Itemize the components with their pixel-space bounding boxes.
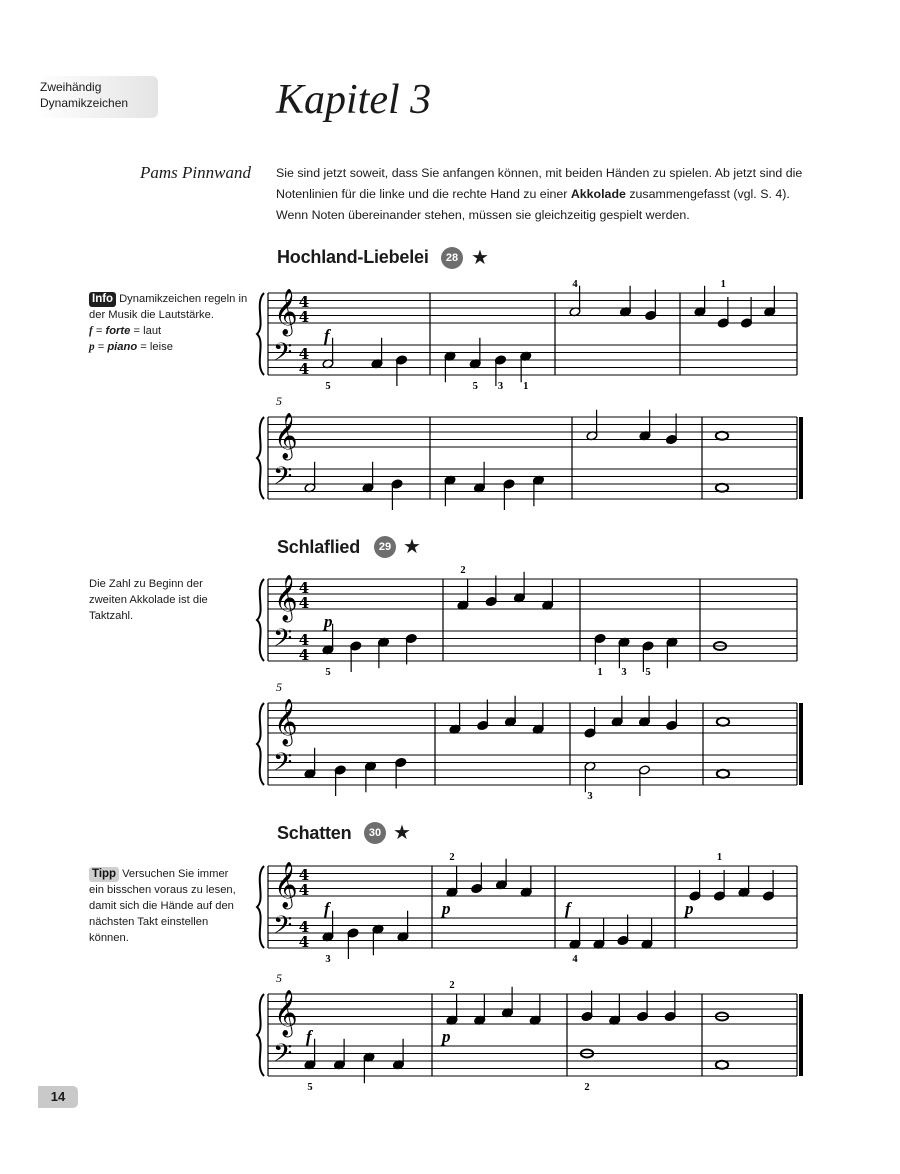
time-signature-top: 4	[298, 293, 310, 311]
bass-clef-icon: 𝄢	[273, 911, 293, 946]
piano-marking: p	[324, 612, 333, 631]
fingering-number: 3	[325, 954, 331, 965]
song-title-3: Schatten	[277, 823, 352, 843]
chapter-title: Kapitel 3	[276, 77, 432, 123]
star-icon-3: ★	[393, 822, 411, 844]
brace	[257, 703, 264, 785]
star-icon-1: ★	[471, 247, 489, 269]
star-icon-2: ★	[403, 536, 421, 558]
treble-clef-icon: 𝄞	[274, 575, 298, 621]
measure-number: 5	[276, 680, 282, 694]
bass-whole-note	[716, 1061, 728, 1069]
fingering-number: 5	[325, 381, 331, 392]
fingering-number: 5	[325, 667, 331, 678]
fingering-number: 3	[621, 667, 627, 678]
forte-marking: f	[324, 326, 330, 345]
treble-clef-icon: 𝄞	[274, 862, 298, 908]
fingering-number: 2	[584, 1082, 590, 1093]
track-number-badge-2: 29	[374, 536, 396, 558]
forte-word: forte	[105, 325, 131, 337]
fingering-number: 5	[472, 381, 478, 392]
piano-symbol: p	[89, 341, 95, 353]
forte-marking: f	[324, 899, 330, 918]
forte-symbol: f	[89, 325, 93, 337]
tab-line-1: Zweihändig	[40, 80, 102, 94]
track-number-badge-3: 30	[364, 822, 386, 844]
fingering-number: 5	[307, 1082, 313, 1093]
time-signature-bottom: 4	[298, 360, 310, 378]
bass-clef-icon: 𝄢	[273, 462, 293, 497]
bass-clef-icon: 𝄢	[273, 748, 293, 783]
bass-clef-icon: 𝄢	[273, 1039, 293, 1074]
time-signature-top: 4	[298, 631, 310, 649]
piano-marking: p	[685, 899, 694, 918]
fingering-number: 4	[572, 954, 578, 965]
time-signature-bottom: 4	[298, 308, 310, 326]
brace	[257, 293, 264, 375]
schlaflied-note: Die Zahl zu Beginn der zweiten Akkolade ist die Taktzahl.	[89, 578, 208, 622]
treble-whole-note	[717, 718, 729, 726]
treble-clef-icon: 𝄞	[274, 699, 298, 745]
time-signature-top: 4	[298, 918, 310, 936]
time-signature-top: 4	[298, 579, 310, 597]
brace	[257, 417, 264, 499]
forte-marking: f	[306, 1027, 312, 1046]
time-signature-bottom: 4	[298, 933, 310, 951]
bass-whole-note	[716, 484, 728, 492]
final-barline	[799, 703, 803, 785]
song-title-1: Hochland-Liebelei	[277, 247, 429, 267]
treble-clef-icon: 𝄞	[274, 289, 298, 335]
fingering-number: 1	[523, 381, 529, 392]
time-signature-bottom: 4	[298, 881, 310, 899]
final-barline	[799, 417, 803, 499]
piano-meaning: = leise	[137, 341, 173, 353]
info-badge: Info	[89, 292, 116, 307]
bass-whole-note	[717, 770, 729, 778]
brace	[257, 994, 264, 1076]
forte-meaning: = laut	[130, 325, 162, 337]
forte-eq: =	[92, 325, 106, 337]
info-text: Dynamikzeichen regeln in der Musik die Lautstärke.	[89, 293, 248, 321]
fingering-number: 2	[460, 565, 466, 576]
fingering-number: 1	[716, 852, 723, 863]
piano-marking: p	[442, 899, 451, 918]
bass-clef-icon: 𝄢	[273, 624, 293, 659]
fingering-number: 4	[572, 279, 578, 290]
intro-before: Sie sind jetzt soweit, dass Sie anfangen können, mit beiden Händen zu spielen. Ab jetzt sind die Notenlinien für die linke und die rechte Hand zu einer	[276, 166, 803, 201]
fingering-number: 2	[449, 980, 455, 991]
intro-bold-term: Akkolade	[570, 187, 626, 201]
time-signature-top: 4	[298, 866, 310, 884]
treble-whole-note	[716, 432, 728, 440]
fingering-number: 3	[497, 381, 504, 392]
time-signature-bottom: 4	[298, 594, 310, 612]
song-title-2: Schlaflied	[277, 537, 361, 557]
forte-marking: f	[565, 899, 571, 918]
fingering-number: 1	[597, 667, 603, 678]
time-signature-top: 4	[298, 345, 310, 363]
fingering-number: 1	[720, 279, 726, 290]
treble-clef-icon: 𝄞	[274, 413, 298, 459]
piano-eq: =	[94, 341, 108, 353]
piano-word: piano	[107, 341, 138, 353]
fingering-number: 2	[449, 852, 455, 863]
final-barline	[799, 994, 803, 1076]
measure-number: 5	[276, 971, 282, 985]
track-number-badge-1: 28	[441, 247, 463, 269]
piano-marking: p	[442, 1027, 451, 1046]
page-number: 14	[38, 1086, 78, 1108]
brace	[257, 866, 264, 948]
fingering-number: 5	[645, 667, 651, 678]
pinwall-label: Pams Pinnwand	[140, 163, 251, 182]
tipp-badge: Tipp	[89, 867, 119, 882]
intro-after: zusammengefasst (vgl. S. 4). Wenn Noten übereinander stehen, müssen sie gleichzeitig gespielt werden.	[276, 187, 790, 222]
tipp-text: Versuchen Sie immer ein bisschen voraus zu lesen, damit sich die Hände auf den nächsten Takt einstellen können.	[89, 868, 236, 944]
time-signature-bottom: 4	[298, 646, 310, 664]
bass-clef-icon: 𝄢	[273, 338, 293, 373]
treble-clef-icon: 𝄞	[274, 990, 298, 1036]
tab-line-2: Dynamikzeichen	[40, 96, 129, 110]
fingering-number: 3	[587, 791, 593, 802]
measure-number: 5	[276, 394, 282, 408]
brace	[257, 579, 264, 661]
